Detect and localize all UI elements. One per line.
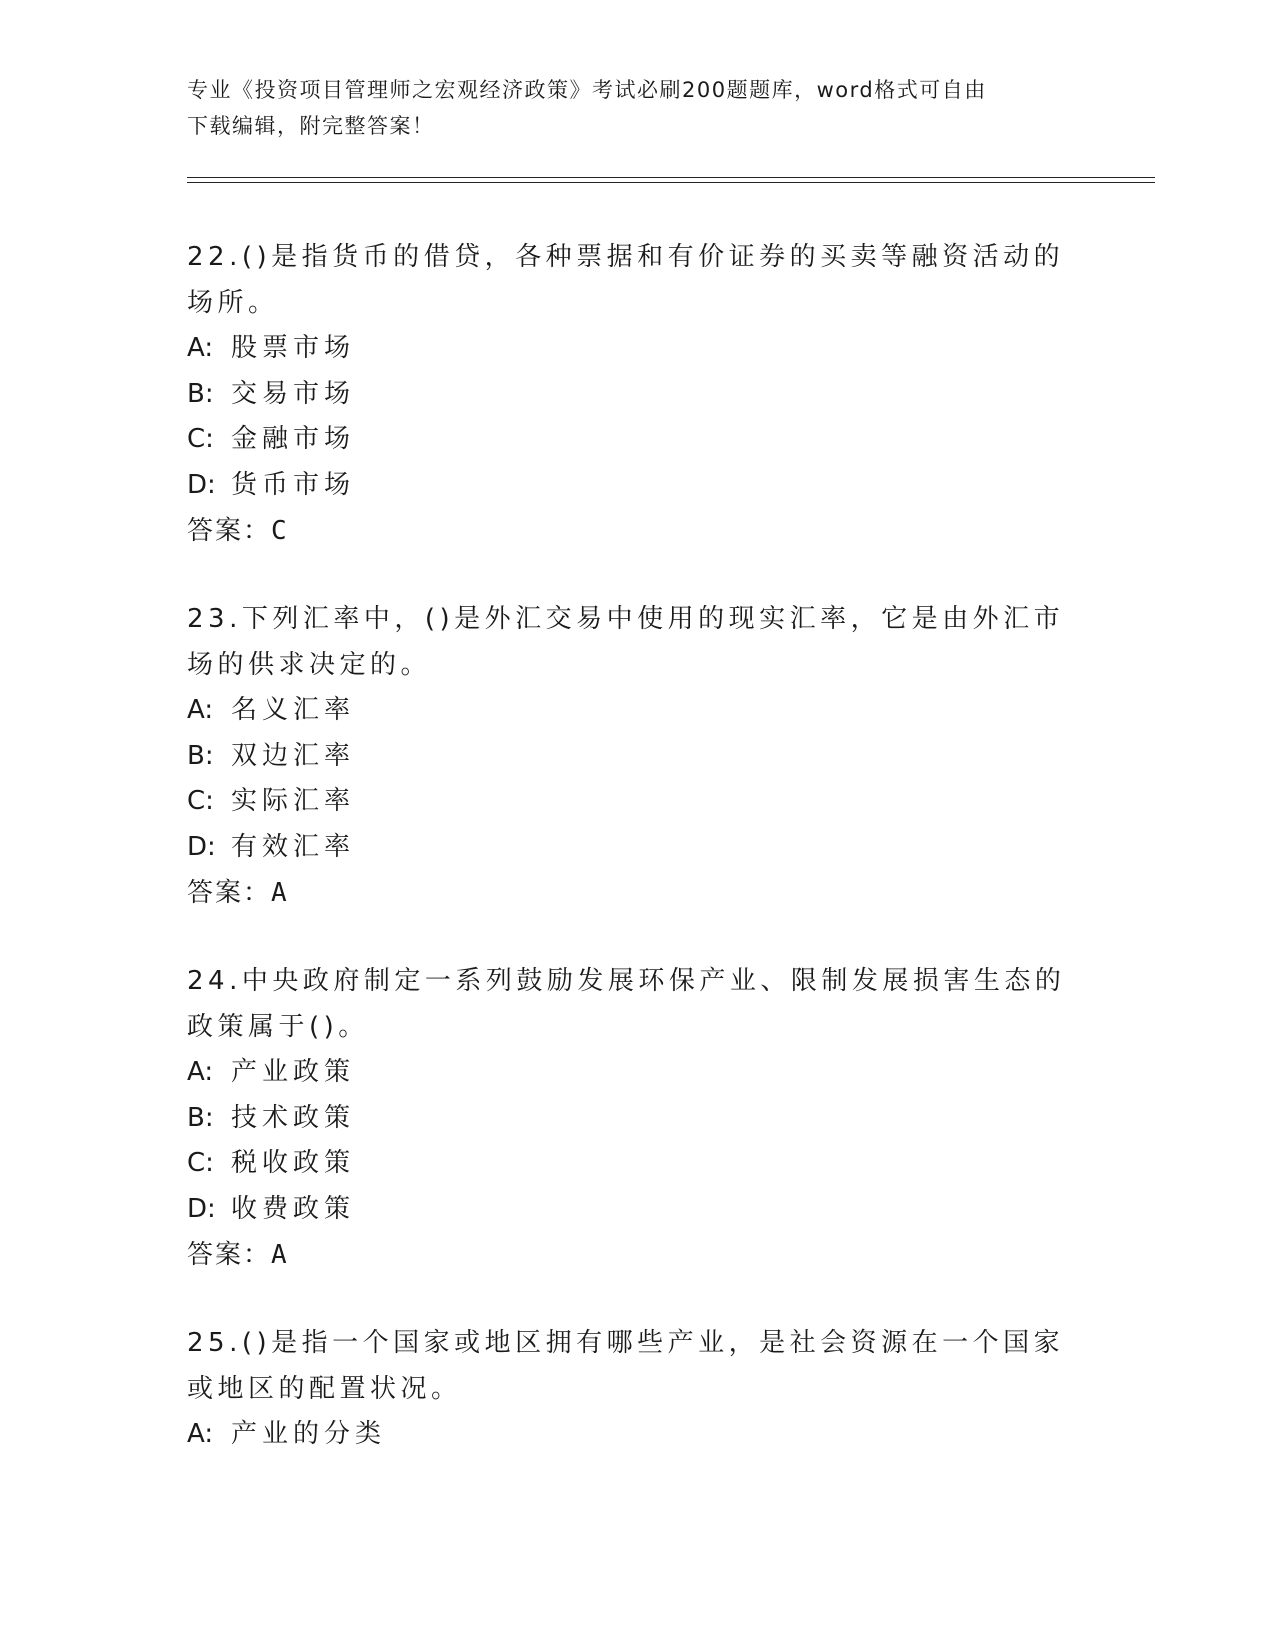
option-key: D: bbox=[187, 1193, 216, 1224]
answer-line bbox=[187, 1232, 1087, 1278]
option-text: 实际汇率 bbox=[231, 786, 356, 816]
question-24 bbox=[187, 958, 1087, 1278]
header-line-1: 专业《投资项目管理师之宏观经济政策》考试必刷200题题库，word格式可自由 bbox=[187, 78, 987, 102]
option-key: A: bbox=[187, 1057, 214, 1087]
question-22 bbox=[187, 234, 1087, 554]
question-25 bbox=[187, 1320, 1087, 1458]
option-b bbox=[187, 372, 1087, 418]
answer-label: 答案： bbox=[187, 1240, 272, 1270]
answer-value: A bbox=[271, 1240, 287, 1270]
option-text: 税收政策 bbox=[231, 1148, 356, 1178]
option-a bbox=[187, 1412, 1087, 1458]
question-stem: 22.()是指货币的借贷，各种票据和有价证券的买卖等融资活动的场所。 bbox=[187, 242, 1065, 318]
question-list bbox=[187, 234, 1087, 1500]
option-text: 技术政策 bbox=[231, 1102, 356, 1133]
option-key: A: bbox=[187, 1419, 214, 1449]
option-text: 金融市场 bbox=[231, 424, 356, 454]
answer-value: C bbox=[271, 516, 287, 546]
answer-line bbox=[187, 508, 1087, 554]
question-23 bbox=[187, 596, 1087, 916]
option-a bbox=[187, 1050, 1087, 1096]
answer-label: 答案： bbox=[187, 878, 272, 908]
option-text: 有效汇率 bbox=[231, 831, 356, 862]
document-header bbox=[187, 72, 1077, 144]
option-text: 产业政策 bbox=[231, 1057, 356, 1087]
option-key: A: bbox=[187, 333, 214, 363]
option-a bbox=[187, 326, 1087, 372]
option-key: D: bbox=[187, 831, 216, 862]
answer-value: A bbox=[271, 878, 287, 908]
option-d bbox=[187, 1187, 1087, 1233]
option-text: 股票市场 bbox=[231, 333, 356, 363]
option-d bbox=[187, 825, 1087, 871]
option-text: 货币市场 bbox=[231, 469, 356, 500]
option-key: C: bbox=[187, 786, 214, 816]
option-c bbox=[187, 1141, 1087, 1187]
question-stem: 25.()是指一个国家或地区拥有哪些产业，是社会资源在一个国家或地区的配置状况。 bbox=[187, 1328, 1065, 1404]
header-line-2: 下载编辑，附完整答案！ bbox=[187, 114, 435, 138]
option-key: D: bbox=[187, 469, 216, 500]
option-text: 双边汇率 bbox=[231, 740, 356, 771]
answer-label: 答案： bbox=[187, 516, 272, 546]
option-a bbox=[187, 688, 1087, 734]
option-key: C: bbox=[187, 1148, 214, 1178]
option-key: B: bbox=[187, 1102, 214, 1133]
option-d bbox=[187, 463, 1087, 509]
option-text: 交易市场 bbox=[231, 378, 356, 409]
option-c bbox=[187, 417, 1087, 463]
option-text: 名义汇率 bbox=[231, 695, 356, 725]
option-key: A: bbox=[187, 695, 214, 725]
option-b bbox=[187, 1096, 1087, 1142]
option-key: B: bbox=[187, 740, 214, 771]
header-divider-top bbox=[187, 177, 1155, 178]
option-c bbox=[187, 779, 1087, 825]
option-key: B: bbox=[187, 378, 214, 409]
option-text: 产业的分类 bbox=[231, 1419, 387, 1449]
answer-line bbox=[187, 870, 1087, 916]
question-stem: 24.中央政府制定一系列鼓励发展环保产业、限制发展损害生态的政策属于()。 bbox=[187, 966, 1066, 1042]
question-stem: 23.下列汇率中，()是外汇交易中使用的现实汇率，它是由外汇市场的供求决定的。 bbox=[187, 604, 1065, 680]
option-text: 收费政策 bbox=[231, 1193, 356, 1224]
option-key: C: bbox=[187, 424, 214, 454]
option-b bbox=[187, 734, 1087, 780]
header-divider-bottom bbox=[187, 182, 1155, 183]
